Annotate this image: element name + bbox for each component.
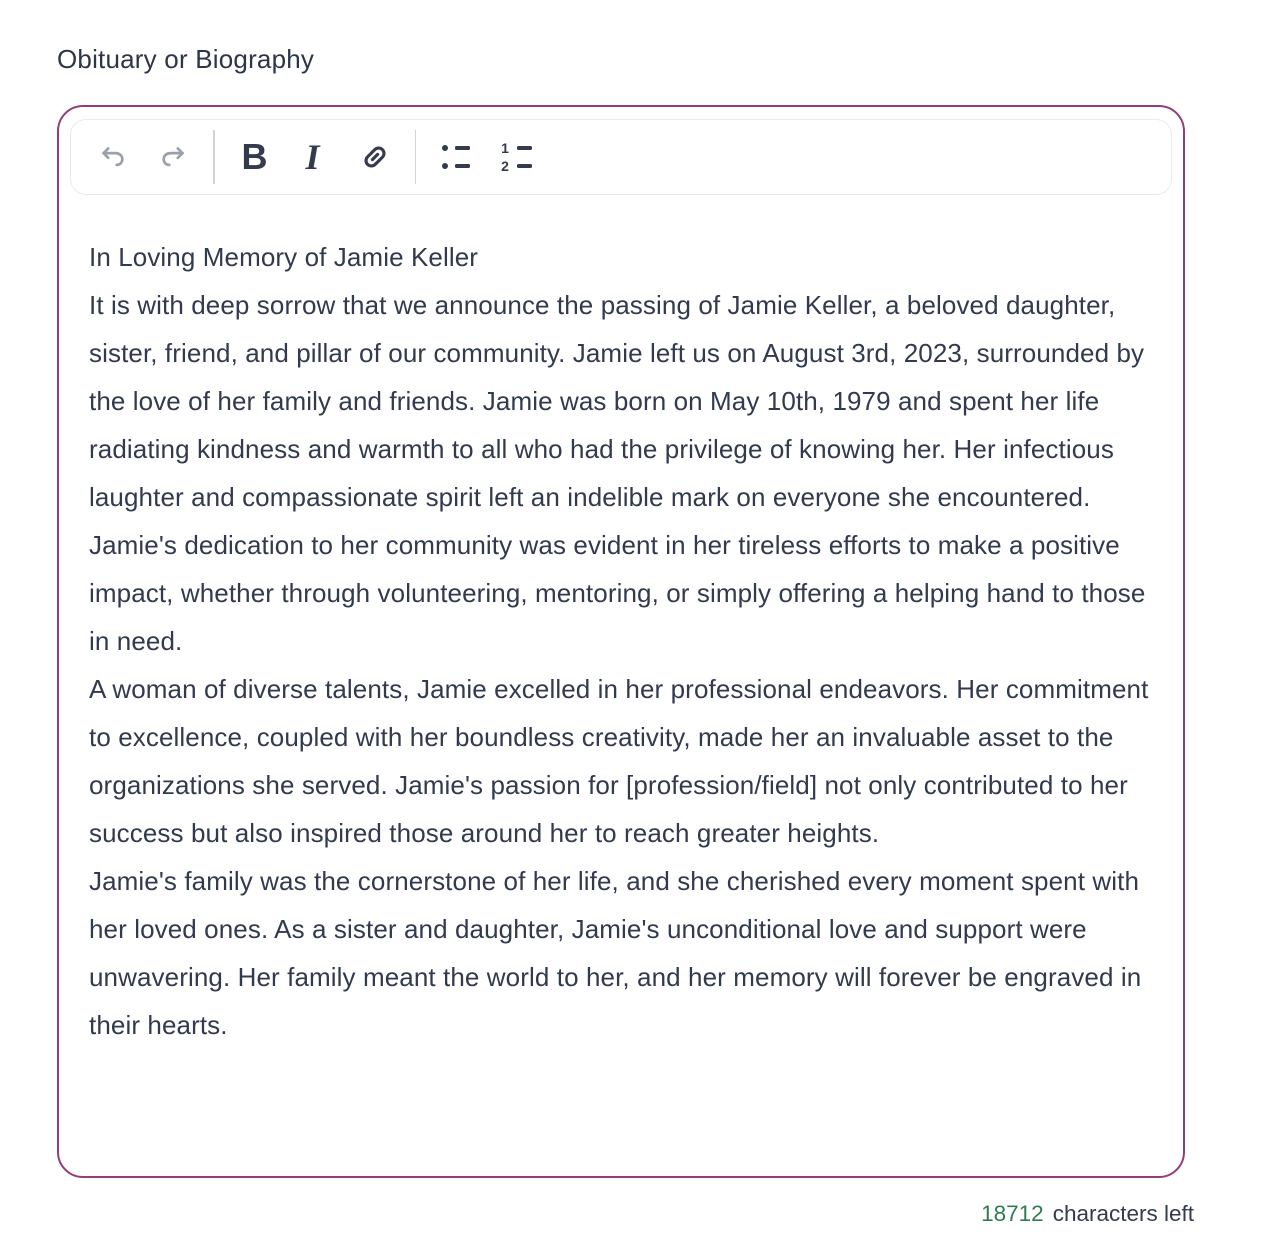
- link-button[interactable]: [345, 128, 405, 186]
- bullet-list-icon: [442, 145, 470, 169]
- italic-button[interactable]: [285, 128, 345, 186]
- rich-text-editor: [57, 105, 1185, 1178]
- characters-remaining-label: characters left: [1052, 1201, 1194, 1226]
- bold-button[interactable]: [225, 128, 285, 186]
- editor-paragraph: In Loving Memory of Jamie Keller: [89, 242, 479, 272]
- link-icon: [358, 140, 392, 174]
- undo-button[interactable]: [83, 128, 143, 186]
- bold-icon: B: [241, 136, 268, 177]
- characters-remaining-count: 18712: [981, 1201, 1044, 1226]
- editor-paragraph: A woman of diverse talents, Jamie excelled in her professional endeavors. Her commitment to excellence, coupled with her boundless creativity, made her an invaluable asset to the organizations she served. Jamie's passion for [profession/field] not only contributed to her success but also inspired those around her to reach greater heights.: [89, 674, 1149, 848]
- ordered-list-icon: 1 2: [501, 145, 532, 169]
- editor-paragraph: It is with deep sorrow that we announce the passing of Jamie Keller, a beloved daughter, sister, friend, and pillar of our community. Jamie left us on August 3rd, 2023, surrounded by the love of her family and friends. Jamie was born on May 10th, 1979 and spent her life radiating kindness and warmth to all who had the privilege of knowing her. Her infectious laughter and compassionate spirit left an indelible mark on everyone she encountered. Jamie's dedication to her community was evident in her tireless efforts to make a positive impact, whether through volunteering, mentoring, or simply offering a helping hand to those in need.: [89, 290, 1146, 656]
- toolbar-divider: [415, 130, 417, 184]
- editor-toolbar: [70, 119, 1172, 195]
- editor-paragraph: Jamie's family was the cornerstone of her life, and she cherished every moment spent with her loved ones. As a sister and daughter, Jamie's unconditional love and support were unwavering. Her family meant the world to her, and her memory will forever be engraved in their hearts.: [89, 866, 1142, 1040]
- redo-arrow-icon: [157, 141, 189, 173]
- field-label: Obituary or Biography: [57, 44, 315, 74]
- toolbar-divider: [213, 130, 215, 184]
- undo-arrow-icon: [97, 141, 129, 173]
- ordered-list-button[interactable]: [486, 128, 546, 186]
- redo-button[interactable]: [143, 128, 203, 186]
- bullet-list-button[interactable]: [426, 128, 486, 186]
- italic-icon: I: [305, 137, 320, 177]
- character-counter: [981, 1201, 1194, 1227]
- editor-content-area[interactable]: [59, 195, 1183, 1049]
